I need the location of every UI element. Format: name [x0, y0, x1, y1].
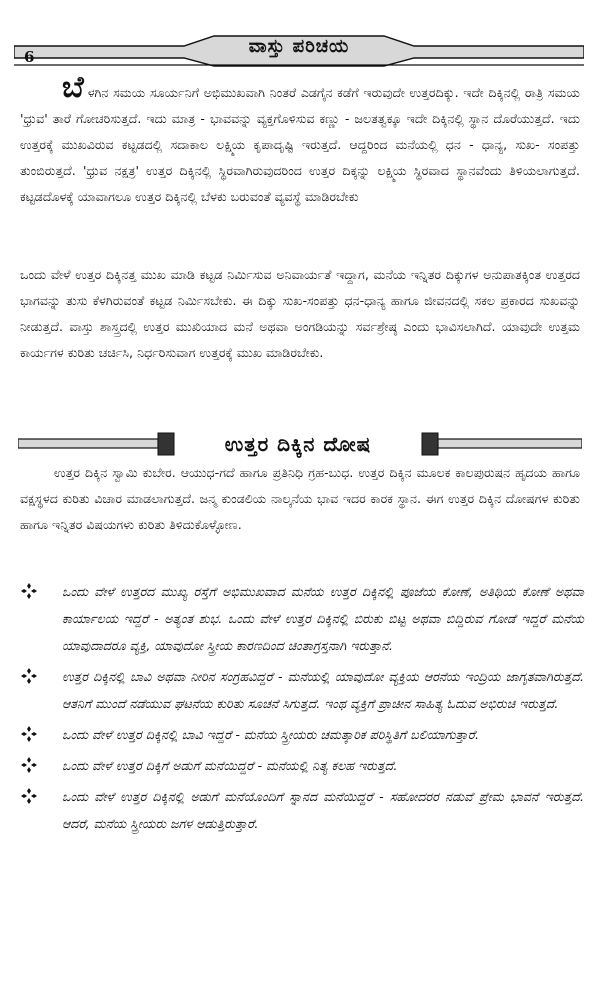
list-item [18, 578, 584, 659]
bullet-text: ಒಂದು ವೇಳೆ ಉತ್ತರ ದಿಕ್ಕಿನಲ್ಲಿ ಅಡುಗೆ ಮನೆಯೊಂದಿಗೆ ಸ್ನಾನದ ಮನೆಯಿದ್ದರೆ - ಸಹೋದರರ ನಡುವೆ ಪ್ರೇಮ ಭಾವನೆ ಇರುತ್ತದೆ. ಆದರೆ, ಮನೆಯ ಸ್ತ್ರೀಯರು ಜಗಳ ಆಡುತ್ತಿರುತ್ತಾರೆ. [62, 789, 584, 831]
section-title: ಉತ್ತರ ದಿಕ್ಕಿನ ದೋಷ [224, 432, 372, 456]
four-diamond-bullet-icon [20, 667, 38, 685]
bullet-text: ಒಂದು ವೇಳೆ ಉತ್ತರ ದಿಕ್ಕಿನಲ್ಲಿ ಬಾವಿ ಇದ್ದರೆ - ಮನೆಯ ಸ್ತ್ರೀಯರು ಚಮತ್ಕಾರಿಕ ಪರಿಸ್ಥಿತಿಗೆ ಬಲಿಯಾಗುತ್ತಾರೆ. [62, 727, 479, 742]
four-diamond-bullet-icon [20, 582, 38, 600]
bullet-text: ಉತ್ತರ ದಿಕ್ಕಿನಲ್ಲಿ ಬಾವಿ ಅಥವಾ ನೀರಿನ ಸಂಗ್ರಹವಿದ್ದರೆ - ಮನೆಯಲ್ಲಿ ಯಾವುದೋ ವ್ಯಕ್ತಿಯ ಆರನೆಯ ಇಂದ್ರಿಯ ಜಾಗೃತವಾಗಿರುತ್ತದೆ. ಆತನಿಗೆ ಮುಂದೆ ನಡೆಯುವ ಘಟನೆಯ ಕುರಿತು ಸೂಚನೆ ಸಿಗುತ್ತದೆ. ಇಂಥ ವ್ಯಕ್ತಿಗೆ ಪ್ರಾಚೀನ ಸಾಹಿತ್ಯ ಓದುವ ಅಭಿರುಚಿ ಇರುತ್ತದೆ. [62, 669, 584, 711]
bullet-text: ಒಂದು ವೇಳೆ ಉತ್ತರದ ಮುಖ್ಯ ರಸ್ತೆಗೆ ಅಭಿಮುಖವಾದ ಮನೆಯ ಉತ್ತರ ದಿಕ್ಕಿನಲ್ಲಿ ಪೂಜೆಯ ಕೋಣೆ, ಅತಿಥಿಯ ಕೋಣೆ ಅಥವಾ ಕಾರ್ಯಾಲಯ ಇದ್ದರೆ - ಅತ್ಯಂತ ಶುಭ. ಒಂದು ವೇಳೆ ಉತ್ತರ ದಿಕ್ಕಿನಲ್ಲಿ ಬಿರುಕು ಬಿಟ್ಟ ಅಥವಾ ಬಿದ್ದಿರುವ ಗೋಡೆ ಇದ್ದರೆ ಮನೆಯ ಯಾವುದಾದರೂ ವ್ಯಕ್ತಿ, ಯಾವುದೋ ಸ್ತ್ರೀಯ ಕಾರಣದಿಂದ ಚಿಂತಾಗ್ರಸ್ತನಾಗಿ ಇರುತ್ತಾನೆ. [62, 584, 584, 653]
paragraph-3 [20, 460, 580, 538]
list-item [18, 783, 584, 837]
four-diamond-bullet-icon [20, 756, 38, 774]
paragraph-3-text: ಉತ್ತರ ದಿಕ್ಕಿನ ಸ್ವಾಮಿ ಕುಬೇರ. ಆಯುಧ-ಗದೆ ಹಾಗೂ ಪ್ರತಿನಿಧಿ ಗ್ರಹ-ಬುಧ. ಉತ್ತರ ದಿಕ್ಕಿನ ಮೂಲಕ ಕಾಲಪುರುಷನ ಹೃದಯ ಹಾಗೂ ವಕ್ಷಸ್ಥಳದ ಕುರಿತು ವಿಚಾರ ಮಾಡಲಾಗುತ್ತದೆ. ಜನ್ಮ ಕುಂಡಲಿಯ ನಾಲ್ಕನೆಯ ಭಾವ ಇದರ ಕಾರಕ ಸ್ಥಾನ. ಈಗ ಉತ್ತರ ದಿಕ್ಕಿನ ದೋಷಗಳ ಕುರಿತು ಹಾಗೂ ಇನ್ನಿತರ ವಿಷಯಗಳು ಕುರಿತು ತಿಳಿದುಕೊಳ್ಳೋಣ. [20, 465, 580, 532]
page-number: 6 [24, 48, 35, 66]
bullet-text: ಒಂದು ವೇಳೆ ಉತ್ತರ ದಿಕ್ಕಿಗೆ ಅಡುಗೆ ಮನೆಯಿದ್ದರೆ - ಮನೆಯಲ್ಲಿ ನಿತ್ಯ ಕಲಹ ಇರುತ್ತದೆ. [62, 758, 398, 773]
paragraph-2-text: ಒಂದು ವೇಳೆ ಉತ್ತರ ದಿಕ್ಕಿನತ್ತ ಮುಖ ಮಾಡಿ ಕಟ್ಟಡ ನಿರ್ಮಿಸುವ ಅನಿವಾರ್ಯತೆ ಇದ್ದಾಗ, ಮನೆಯ ಇನ್ನಿತರ ದಿಕ್ಕುಗಳ ಅನುಪಾತಕ್ಕಿಂತ ಉತ್ತರದ ಭಾಗವನ್ನು ತುಸು ಕೆಳಗಿರುವಂತೆ ಕಟ್ಟಡ ನಿರ್ಮಿಸಬೇಕು. ಈ ದಿಕ್ಕು ಸುಖ-ಸಂಪತ್ತು ಧನ-ಧಾನ್ಯ ಹಾಗೂ ಜೀವನದಲ್ಲಿ ಸಕಲ ಪ್ರಕಾರದ ಸುಖವನ್ನು ನೀಡುತ್ತದೆ. ವಾಸ್ತು ಶಾಸ್ತ್ರದಲ್ಲಿ ಉತ್ತರ ಮುಖಿಯಾದ ಮನೆ ಅಥವಾ ಅಂಗಡಿಯನ್ನು ಸರ್ವಶ್ರೇಷ್ಠ ಎಂದು ಭಾವಿಸಲಾಗಿದೆ. ಯಾವುದೇ ಉತ್ತಮ ಕಾರ್ಯಗಳ ಕುರಿತು ಚರ್ಚಿಸಿ, ನಿರ್ಧರಿಸುವಾಗ ಉತ್ತರಕ್ಕೆ ಮುಖ ಮಾಡಿರಬೇಕು. [20, 267, 580, 360]
list-item [18, 752, 584, 779]
list-item [18, 663, 584, 717]
paragraph-2 [20, 262, 580, 366]
bullet-list [18, 578, 584, 841]
four-diamond-bullet-icon [20, 725, 38, 743]
list-item [18, 721, 584, 748]
drop-cap: ಬೆ [62, 70, 84, 105]
paragraph-1-text: ಳಗಿನ ಸಮಯ ಸೂರ್ಯನಿಗೆ ಅಭಿಮುಖವಾಗಿ ನಿಂತರೆ ಎಡಗೈನ ಕಡೆಗೆ ಇರುವುದೇ ಉತ್ತರದಿಕ್ಕು. ಇದೇ ದಿಕ್ಕಿನಲ್ಲಿ ರಾತ್ರಿ ಸಮಯ 'ಧ್ರುವ' ತಾರೆ ಗೋಚರಿಸುತ್ತದೆ. ಇದು ಮಾತ್ರ - ಭಾವವನ್ನು ವ್ಯಕ್ತಗೊಳಿಸುವ ಕಣ್ಣು - ಜಲತತ್ವಕ್ಕೂ ಇದೇ ದಿಕ್ಕಿನಲ್ಲಿ ಸ್ಥಾನ ದೊರೆಯುತ್ತದೆ. ಇದು ಉತ್ತರಕ್ಕೆ ಮುಖವಿರುವ ಕಟ್ಟಡದಲ್ಲಿ ಸದಾಕಾಲ ಲಕ್ಷ್ಮಿಯ ಕೃಪಾದೃಷ್ಟಿ ಇರುತ್ತದೆ. ಆದ್ದರಿಂದ ಮನೆಯಲ್ಲಿ ಧನ - ಧಾನ್ಯ, ಸುಖ- ಸಂಪತ್ತು ತುಂಬಿರುತ್ತದೆ. 'ಧ್ರುವ ನಕ್ಷತ್ರ' ಉತ್ತರ ದಿಕ್ಕಿನಲ್ಲಿ ಸ್ಥಿರವಾಗಿರುವುದರಿಂದ ಉತ್ತರ ದಿಕ್ಕನ್ನು ಲಕ್ಷ್ಮಿಯ ಸ್ಥಿರವಾದ ಸ್ಥಾನವೆಂದು ತಿಳಿಯಲಾಗುತ್ತದೆ. ಕಟ್ಟಡದೊಳಕ್ಕೆ ಯಾವಾಗಲೂ ಉತ್ತರ ದಿಕ್ಕಿನಲ್ಲಿ ಬೆಳಕು ಬರುವಂತೆ ವ್ಯವಸ್ಥೆ ಮಾಡಿರಬೇಕು [20, 85, 580, 204]
paragraph-1 [20, 70, 580, 210]
running-title: ವಾಸ್ತು ಪರಿಚಯ [248, 36, 350, 57]
four-diamond-bullet-icon [20, 787, 38, 805]
running-header [14, 34, 584, 68]
section-heading [18, 428, 582, 462]
